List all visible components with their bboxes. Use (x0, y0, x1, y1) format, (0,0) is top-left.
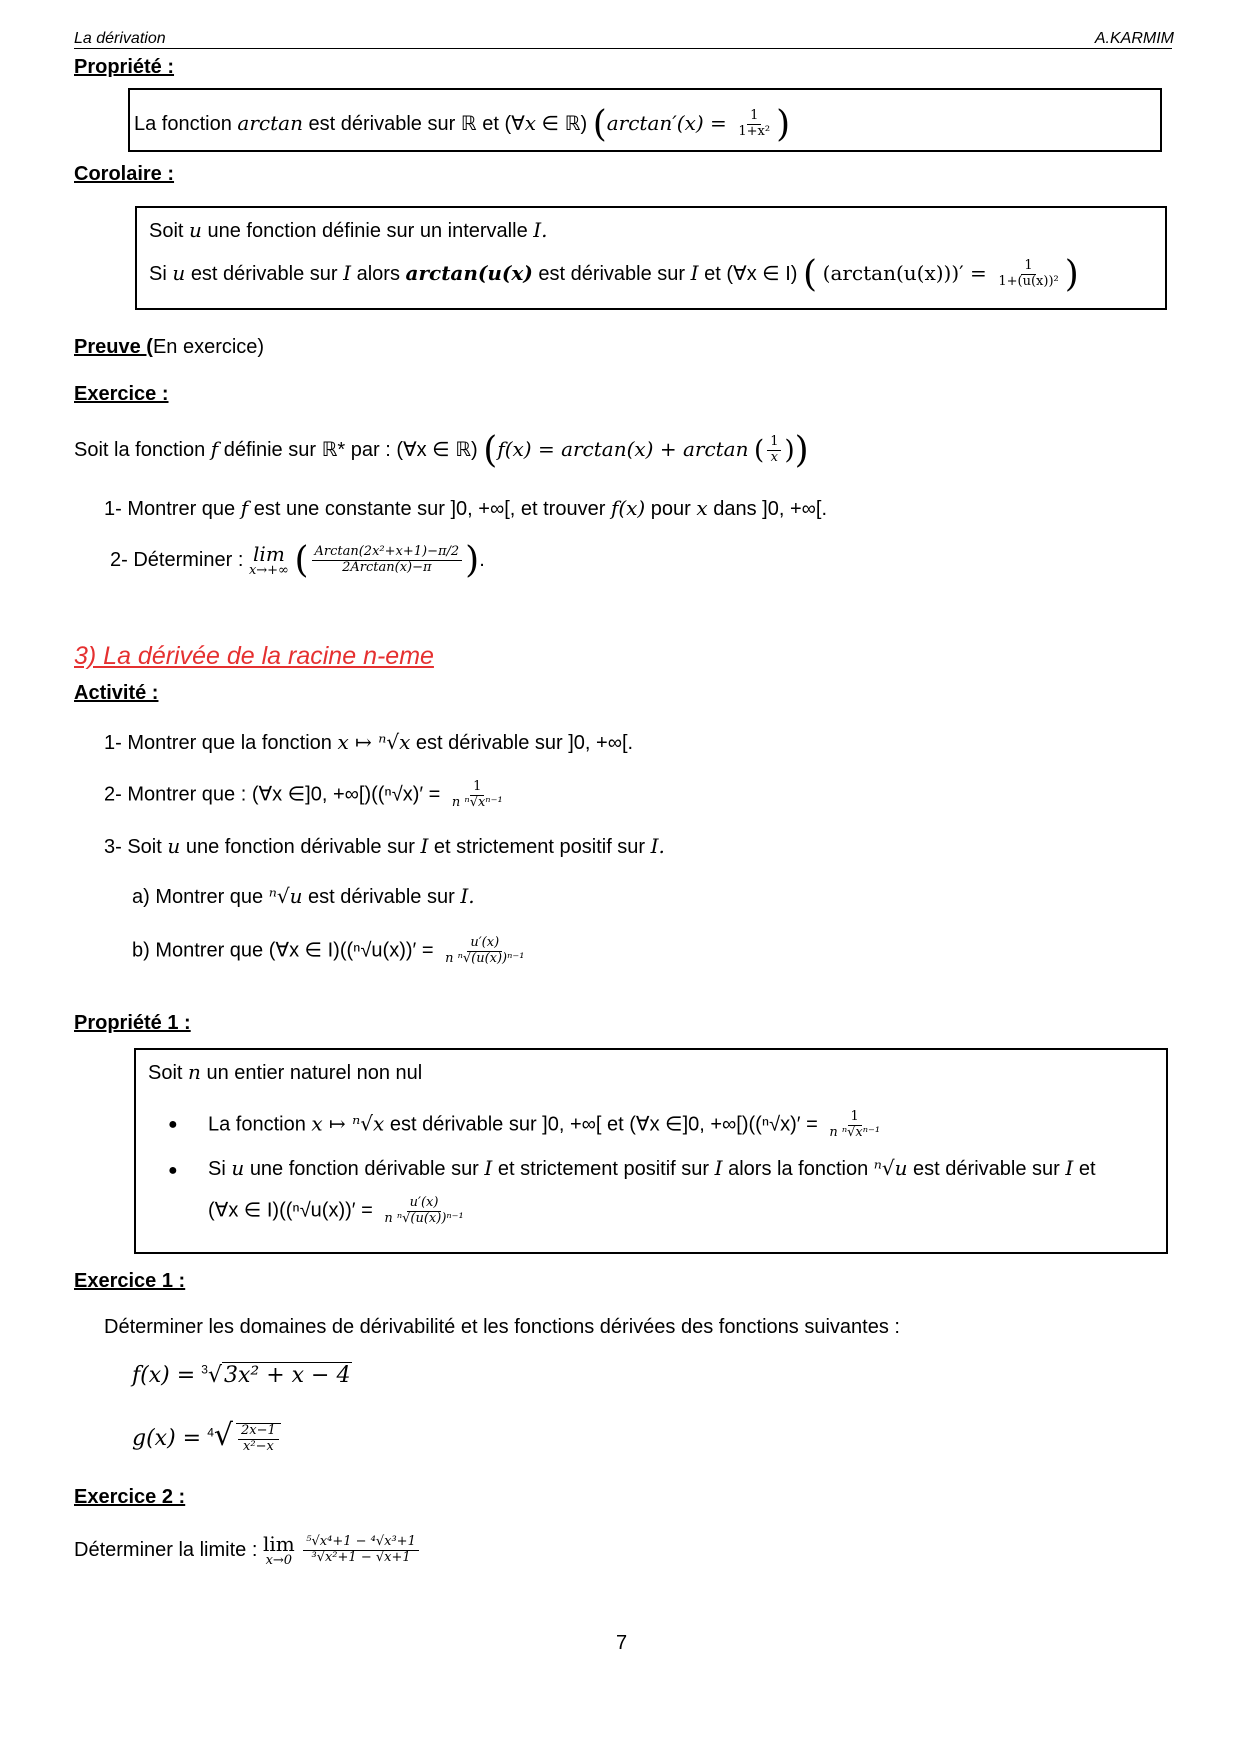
propriete1-bullet2-line2: (∀x ∈ I)((ⁿ√u(x))′ = $\frac{u'(x)}{\text{n ⁿ√(u(x))ⁿ⁻¹}}$ (208, 1195, 464, 1226)
corolaire-title: Corolaire : (74, 163, 175, 185)
propriete-box (128, 88, 1162, 152)
exercice-q1: 1- Montrer que f est une constante sur ]0, +∞[, et trouver f(x) pour x dans ]0, +∞[. (104, 496, 828, 520)
bullet-1: ● (168, 1116, 178, 1133)
header-left: La dérivation (74, 30, 166, 47)
exercice1-title: Exercice 1 : (74, 1270, 186, 1292)
activite-title: Activité : (74, 682, 159, 704)
exercice2-title: Exercice 2 : (74, 1486, 186, 1508)
activite-qa: a) Montrer que ⁿ√u est dérivable sur I. (132, 884, 475, 908)
propriete1-box (134, 1048, 1168, 1254)
propriete1-title: Propriété 1 : (74, 1012, 191, 1034)
preuve-line: Preuve (En exercice) (74, 336, 265, 358)
activite-q1: 1- Montrer que la fonction x ↦ ⁿ√x est dérivable sur ]0, +∞[. (104, 730, 634, 754)
arctan-derivative-fraction: $\frac{1}{\text{1+x²}}$ (738, 108, 771, 139)
corolaire-line2: Si u est dérivable sur I alors arctan(u(x) est dérivable sur I et (∀x ∈ I) ( (arctan(u(x)))′ = $\frac{1}{\text{1+(u(x))²}}$ ) (149, 254, 1079, 295)
exercice-intro: Soit la fonction f définie sur ℝ* par : (∀x ∈ ℝ) (f(x) = arctan(x) + arctan ( $\frac{1}{x}$ )) (74, 430, 809, 471)
exercice-title: Exercice : (74, 383, 169, 405)
activite-qb: b) Montrer que (∀x ∈ I)((ⁿ√u(x))′ = $\frac{u'(x)}{\text{n ⁿ√(u(x))ⁿ⁻¹}}$ (132, 935, 525, 966)
exercice1-g: g(x) = $^4$√ $\frac{2x-1}{\text{x²−x}}$ (132, 1418, 284, 1455)
corolaire-fraction: $\frac{1}{\text{1+(u(x))²}}$ (998, 258, 1059, 289)
header-right: A.KARMIM (1094, 30, 1174, 47)
activite-q3: 3- Soit u une fonction dérivable sur I et strictement positif sur I. (104, 834, 665, 858)
propriete1-intro: Soit n un entier naturel non nul (148, 1060, 423, 1084)
exercice-q2: 2- Déterminer : lim x→+∞ ( $\frac{\text{Arctan(2x²+x+1)−π/2}}{\text{2Arctan(x)−π}}$ ). (110, 540, 485, 581)
propriete-title: Propriété : (74, 56, 175, 78)
propriete-statement: La fonction arctan est dérivable sur ℝ et (∀x ∈ ℝ) (arctan′(x) = $\frac{1}{\text{1+x²}}$ ) (134, 104, 791, 145)
page-number: 7 (616, 1632, 628, 1654)
propriete1-bullet2: Si u une fonction dérivable sur I et strictement positif sur I alors la fonction ⁿ√u est dérivable sur I et (208, 1156, 1096, 1180)
propriete1-bullet1: La fonction x ↦ ⁿ√x est dérivable sur ]0, +∞[ et (∀x ∈]0, +∞[)((ⁿ√x)′ = $\frac{1}{\text{n ⁿ√xⁿ⁻¹}}$ (208, 1109, 881, 1140)
exercice1-f: f(x) = $^3$√3x² + x − 4 (132, 1362, 351, 1388)
exercice2-limit: Déterminer la limite : lim x→0 $\frac{\text{⁵√x⁴+1 − ⁴√x³+1}}{\text{³√x²+1 − √x+1}}$ (74, 1534, 422, 1567)
activite-q2: 2- Montrer que : (∀x ∈]0, +∞[)((ⁿ√x)′ = $\frac{1}{\text{n ⁿ√xⁿ⁻¹}}$ (104, 779, 503, 810)
corolaire-box (135, 206, 1167, 310)
exercice1-intro: Déterminer les domaines de dérivabilité et les fonctions dérivées des fonctions suivantes : (104, 1316, 900, 1338)
header-rule (74, 48, 1172, 49)
section-3-title: 3) La dérivée de la racine n-eme (74, 642, 434, 670)
bullet-2: ● (168, 1162, 178, 1179)
corolaire-line1: Soit u une fonction définie sur un intervalle I. (149, 218, 548, 242)
